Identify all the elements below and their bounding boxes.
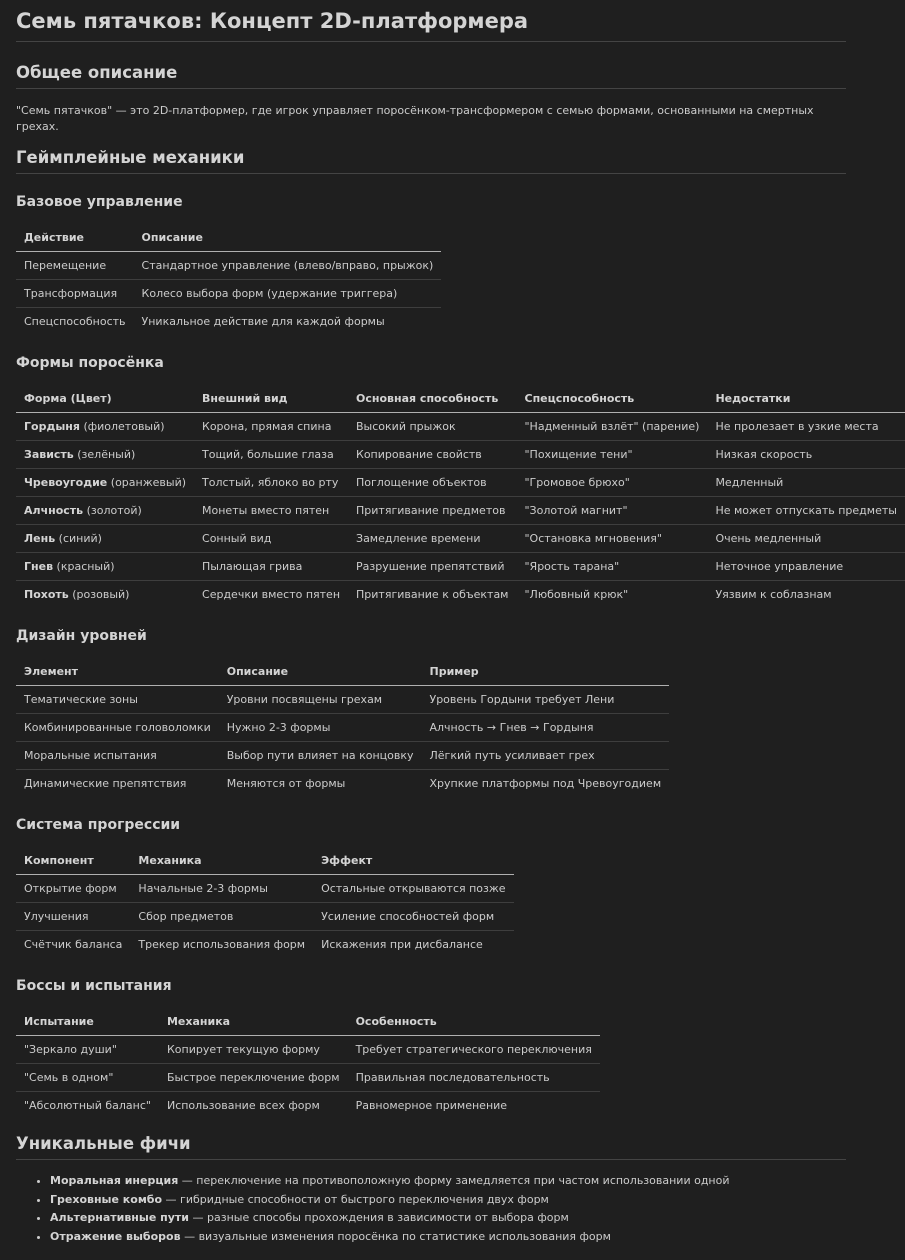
table-cell: Динамические препятствия <box>24 777 187 790</box>
table-cell: Равномерное применение <box>355 1099 508 1112</box>
table-cell <box>16 441 194 469</box>
table-row <box>16 1092 600 1120</box>
form-color: (розовый) <box>72 588 130 601</box>
table-cell: Очень медленный <box>707 525 905 553</box>
table-cell <box>16 553 194 581</box>
table-cell <box>16 581 194 609</box>
page-title: Семь пятачков: Концепт 2D-платформера <box>16 8 846 42</box>
document <box>16 0 897 1247</box>
form-name: Похоть <box>24 588 69 601</box>
column-header: Испытание <box>16 1008 159 1036</box>
column-header: Недостатки <box>707 385 905 413</box>
table-cell: Спецспособность <box>24 315 126 328</box>
table-cell: Копирование свойств <box>348 441 516 469</box>
table-row <box>16 441 905 469</box>
table-cell: Медленный <box>707 469 905 497</box>
table-cell: Неточное управление <box>707 553 905 581</box>
table-cell: Правильная последовательность <box>348 1064 600 1092</box>
table-cell: Корона, прямая спина <box>194 413 348 441</box>
features-list <box>16 1172 846 1247</box>
table-row <box>16 280 441 308</box>
column-header: Описание <box>219 658 422 686</box>
controls-table <box>16 224 441 335</box>
table-cell: Монеты вместо пятен <box>194 497 348 525</box>
table-cell: Быстрое переключение форм <box>159 1064 348 1092</box>
table-header-row <box>16 385 905 413</box>
table-cell: Сонный вид <box>194 525 348 553</box>
section-heading-mechanics: Геймплейные механики <box>16 147 846 174</box>
table-header-row <box>16 1008 600 1036</box>
table-row <box>16 903 514 931</box>
table-cell: Стандартное управление (влево/вправо, прыжок) <box>134 252 442 280</box>
table-cell <box>16 469 194 497</box>
table-row <box>16 469 905 497</box>
progression-table <box>16 847 514 958</box>
table-row <box>16 714 669 742</box>
table-cell: Пылающая грива <box>194 553 348 581</box>
table-cell: Улучшения <box>16 903 130 931</box>
table-cell: Трансформация <box>16 280 134 308</box>
table-cell: Толстый, яблоко во рту <box>194 469 348 497</box>
column-header: Форма (Цвет) <box>16 385 194 413</box>
table-cell: Тематические зоны <box>16 686 219 714</box>
table-row <box>16 1064 600 1092</box>
table-cell: Притягивание предметов <box>348 497 516 525</box>
table-cell: Использование всех форм <box>166 1099 320 1112</box>
table-row <box>16 497 905 525</box>
form-name: Лень <box>24 532 56 545</box>
table-row <box>16 770 669 798</box>
table-cell <box>16 525 194 553</box>
table-cell: Притягивание к объектам <box>356 588 509 601</box>
table-cell: "Любовный крюк" <box>524 588 629 601</box>
subsection-heading-progression: Система прогрессии <box>16 817 181 833</box>
form-color: (зелёный) <box>77 448 136 461</box>
table-cell: Трекер использования форм <box>138 938 306 951</box>
column-header: Механика <box>130 847 313 875</box>
table-cell: Меняются от формы <box>226 777 346 790</box>
form-name: Гордыня <box>24 420 80 433</box>
list-item <box>50 1228 846 1247</box>
table-cell: Сердечки вместо пятен <box>202 588 341 601</box>
table-cell: Открытие форм <box>16 875 130 903</box>
column-header: Спецспособность <box>517 385 708 413</box>
table-cell: Нужно 2-3 формы <box>219 714 422 742</box>
column-header: Основная способность <box>348 385 516 413</box>
table-cell: Не может отпускать предметы <box>707 497 905 525</box>
forms-table <box>16 385 905 608</box>
table-row <box>16 525 905 553</box>
table-cell: "Остановка мгновения" <box>517 525 708 553</box>
feature-term: Альтернативные пути <box>50 1211 189 1225</box>
table-row <box>16 553 905 581</box>
feature-text: — переключение на противоположную форму замедляется при частом использовании одной <box>178 1174 730 1187</box>
form-name: Зависть <box>24 448 74 461</box>
table-cell: Алчность → Гнев → Гордыня <box>422 714 670 742</box>
table-cell: Начальные 2-3 формы <box>130 875 313 903</box>
table-cell: Искажения при дисбалансе <box>321 938 483 951</box>
table-header-row <box>16 658 669 686</box>
feature-term: Отражение выборов <box>50 1230 181 1244</box>
table-cell: "Надменный взлёт" (парение) <box>517 413 708 441</box>
list-item <box>50 1209 846 1228</box>
form-color: (золотой) <box>86 504 142 517</box>
table-header-row <box>16 847 514 875</box>
table-header-row <box>16 224 441 252</box>
form-color: (оранжевый) <box>110 476 187 489</box>
table-cell: Не пролезает в узкие места <box>707 413 905 441</box>
table-cell: Уязвим к соблазнам <box>715 588 832 601</box>
table-cell: Выбор пути влияет на концовку <box>219 742 422 770</box>
table-cell <box>16 497 194 525</box>
table-cell: "Зеркало души" <box>16 1036 159 1064</box>
form-name: Гнев <box>24 560 54 573</box>
table-cell: Остальные открываются позже <box>313 875 513 903</box>
table-cell: Копирует текущую форму <box>159 1036 348 1064</box>
table-cell <box>16 413 194 441</box>
table-row <box>16 931 514 959</box>
column-header: Действие <box>16 224 134 252</box>
list-item <box>50 1191 846 1210</box>
section-heading-features: Уникальные фичи <box>16 1133 846 1160</box>
subsection-heading-forms: Формы поросёнка <box>16 355 164 371</box>
overview-text: "Семь пятачков" — это 2D-платформер, где игрок управляет поросёнком-трансформером с семью формами, основанными на смертных грехах. <box>16 104 814 133</box>
table-row <box>16 686 669 714</box>
form-color: (фиолетовый) <box>83 420 165 433</box>
column-header: Элемент <box>16 658 219 686</box>
feature-text: — гибридные способности от быстрого переключения двух форм <box>162 1192 549 1206</box>
form-name: Чревоугодие <box>24 476 108 489</box>
table-cell: Разрушение препятствий <box>348 553 516 581</box>
table-cell: Уровень Гордыни требует Лени <box>422 686 670 714</box>
form-color: (синий) <box>58 532 102 545</box>
table-cell: "Семь в одном" <box>16 1064 159 1092</box>
table-cell: "Ярость тарана" <box>517 553 708 581</box>
table-cell: Счётчик баланса <box>24 938 123 951</box>
column-header: Механика <box>159 1008 348 1036</box>
column-header: Компонент <box>16 847 130 875</box>
table-row <box>16 875 514 903</box>
table-cell: Моральные испытания <box>16 742 219 770</box>
form-color: (красный) <box>56 560 115 573</box>
table-cell: "Абсолютный баланс" <box>24 1099 151 1112</box>
table-row <box>16 581 905 609</box>
column-header: Описание <box>134 224 442 252</box>
table-cell: "Золотой магнит" <box>517 497 708 525</box>
subsection-heading-levels: Дизайн уровней <box>16 628 147 644</box>
table-cell: Лёгкий путь усиливает грех <box>422 742 670 770</box>
table-cell: Тощий, большие глаза <box>194 441 348 469</box>
feature-text: — визуальные изменения поросёнка по статистике использования форм <box>180 1230 611 1244</box>
feature-text: — разные способы прохождения в зависимости от выбора форм <box>189 1211 569 1225</box>
table-cell: Сбор предметов <box>130 903 313 931</box>
table-cell: Низкая скорость <box>707 441 905 469</box>
section-heading-overview: Общее описание <box>16 62 846 89</box>
column-header: Внешний вид <box>194 385 348 413</box>
table-row <box>16 742 669 770</box>
column-header: Особенность <box>348 1008 600 1036</box>
table-cell: Комбинированные головоломки <box>16 714 219 742</box>
column-header: Пример <box>422 658 670 686</box>
feature-term: Греховные комбо <box>50 1192 163 1206</box>
bosses-table <box>16 1008 600 1119</box>
levels-table <box>16 658 669 797</box>
table-cell: Уровни посвящены грехам <box>219 686 422 714</box>
table-row <box>16 308 441 336</box>
column-header: Эффект <box>313 847 513 875</box>
table-cell: Уникальное действие для каждой формы <box>141 315 385 328</box>
table-cell: Высокий прыжок <box>348 413 516 441</box>
table-cell: "Громовое брюхо" <box>517 469 708 497</box>
form-name: Алчность <box>24 504 84 517</box>
feature-term: Моральная инерция <box>50 1174 179 1187</box>
table-cell: "Похищение тени" <box>517 441 708 469</box>
table-row <box>16 413 905 441</box>
subsection-heading-bosses: Боссы и испытания <box>16 978 172 994</box>
table-cell: Колесо выбора форм (удержание триггера) <box>134 280 442 308</box>
table-cell: Замедление времени <box>348 525 516 553</box>
table-cell: Хрупкие платформы под Чревоугодием <box>429 777 662 790</box>
table-row <box>16 1036 600 1064</box>
subsection-heading-controls: Базовое управление <box>16 194 183 210</box>
table-cell: Требует стратегического переключения <box>348 1036 600 1064</box>
table-cell: Усиление способностей форм <box>313 903 513 931</box>
table-cell: Перемещение <box>16 252 134 280</box>
table-row <box>16 252 441 280</box>
table-cell: Поглощение объектов <box>348 469 516 497</box>
list-item <box>50 1172 846 1191</box>
